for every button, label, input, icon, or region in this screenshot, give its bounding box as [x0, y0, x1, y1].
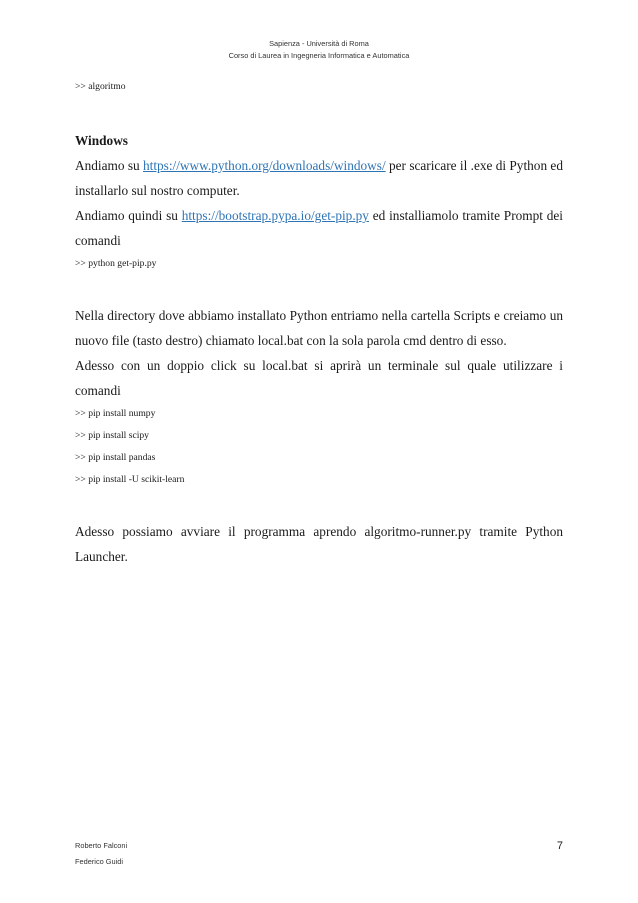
python-download-link[interactable]: https://www.python.org/downloads/windows/: [142, 158, 386, 173]
paragraph-download-python: [75, 153, 563, 203]
paragraph-install-pip: [75, 203, 563, 253]
command-pip-pandas: >> pip install pandas: [75, 452, 156, 463]
page-body: [75, 76, 563, 569]
page-number: 7: [556, 840, 563, 852]
paragraph-local-bat: Adesso con un doppio click su local.bat si aprirà un terminale sul quale utilizzare i comandi: [75, 358, 563, 398]
page-header: [0, 38, 638, 62]
header-course: Corso di Laurea in Ingegneria Informatica e Automatica: [228, 51, 410, 60]
paragraph-text: Andiamo su: [75, 158, 143, 173]
command-algoritmo: >> algoritmo: [75, 81, 126, 92]
footer-author: Roberto Falconi: [75, 841, 128, 850]
spacer: [75, 275, 563, 303]
paragraph-text: ed installiamolo tramite Prompt dei comandi: [75, 208, 563, 248]
footer-authors: [75, 838, 127, 870]
paragraph-scripts-folder: Nella directory dove abbiamo installato Python entriamo nella cartella Scripts e creiamo un nuovo file (tasto destro) chiamato local.bat con la sola parola cmd dentro di esso.: [75, 308, 563, 348]
spacer: [75, 491, 563, 519]
spacer: [75, 98, 563, 128]
get-pip-link[interactable]: https://bootstrap.pypa.io/get-pip.py: [181, 208, 369, 223]
command-get-pip: >> python get-pip.py: [75, 258, 157, 269]
section-heading-windows: Windows: [75, 133, 128, 148]
footer-author: Federico Guidi: [75, 857, 124, 866]
command-pip-scikit-learn: >> pip install -U scikit-learn: [75, 474, 185, 485]
command-pip-numpy: >> pip install numpy: [75, 408, 156, 419]
command-pip-scipy: >> pip install scipy: [75, 430, 149, 441]
paragraph-text: Andiamo quindi su: [75, 208, 182, 223]
header-university: Sapienza - Università di Roma: [269, 39, 369, 48]
paragraph-run-program: Adesso possiamo avviare il programma aprendo algoritmo-runner.py tramite Python Launcher.: [75, 524, 563, 564]
paragraph-text: per scaricare il .exe di Python ed installarlo sul nostro computer.: [75, 158, 563, 198]
